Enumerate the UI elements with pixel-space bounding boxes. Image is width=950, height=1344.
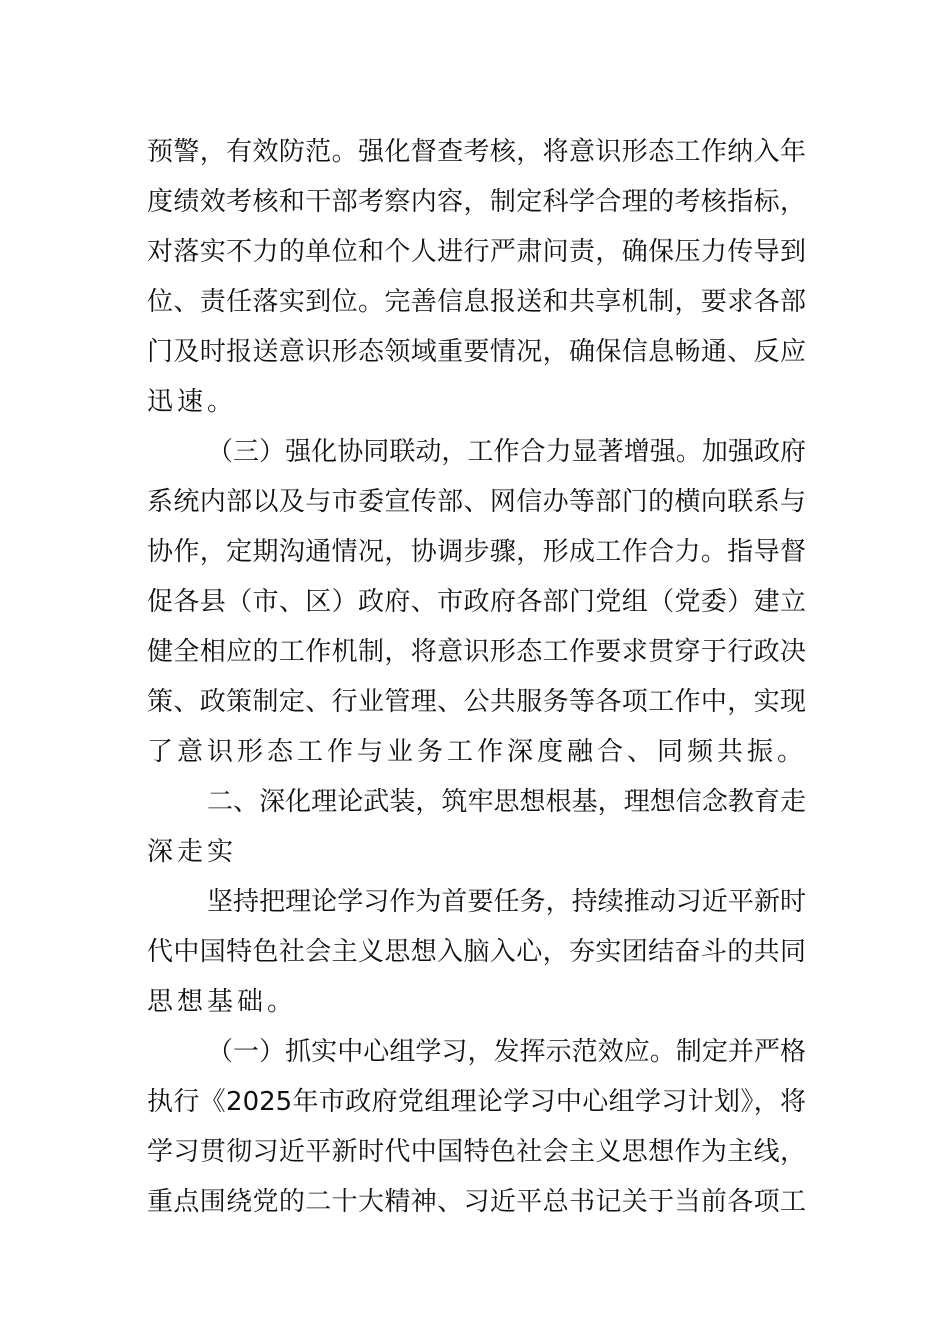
text-line: 思想基础。 xyxy=(147,987,298,1017)
text-line: 了意识形态工作与业务工作深度融合、同频共振。 xyxy=(147,737,808,767)
text-line: 系统内部以及与市委宣传部、网信办等部门的横向联系与 xyxy=(147,487,806,517)
text-line: 度绩效考核和干部考察内容，制定科学合理的考核指标， xyxy=(147,187,806,217)
document-page xyxy=(147,127,806,1227)
text-line: 二、深化理论武装，筑牢思想根基，理想信念教育走 xyxy=(207,787,806,817)
paragraph xyxy=(147,1027,806,1227)
text-line: 预警，有效防范。强化督查考核，将意识形态工作纳入年 xyxy=(147,137,806,167)
text-line: 门及时报送意识形态领域重要情况，确保信息畅通、反应 xyxy=(147,337,806,367)
text-line: 促各县（市、区）政府、市政府各部门党组（党委）建立 xyxy=(147,587,806,617)
text-line: 位、责任落实到位。完善信息报送和共享机制，要求各部 xyxy=(147,287,806,317)
text-line: 协作，定期沟通情况，协调步骤，形成工作合力。指导督 xyxy=(147,537,806,567)
paragraph xyxy=(147,127,806,427)
paragraph xyxy=(147,427,806,777)
text-line: 学习贯彻习近平新时代中国特色社会主义思想作为主线， xyxy=(147,1137,806,1167)
text-line: 代中国特色社会主义思想入脑入心，夯实团结奋斗的共同 xyxy=(147,937,806,967)
text-line: 深走实 xyxy=(147,837,238,867)
text-line: （一）抓实中心组学习，发挥示范效应。制定并严格 xyxy=(207,1037,806,1067)
text-line: 重点围绕党的二十大精神、习近平总书记关于当前各项工 xyxy=(147,1187,806,1217)
text-line: 迅速。 xyxy=(147,387,238,417)
paragraph xyxy=(147,877,806,1027)
text-line: 对落实不力的单位和个人进行严肃问责，确保压力传导到 xyxy=(147,237,806,267)
text-line: （三）强化协同联动，工作合力显著增强。加强政府 xyxy=(207,437,806,467)
text-line: 坚持把理论学习作为首要任务，持续推动习近平新时 xyxy=(207,887,806,917)
paragraph xyxy=(147,777,806,877)
text-line: 执行《2025年市政府党组理论学习中心组学习计划》，将 xyxy=(147,1087,806,1117)
text-line: 策、政策制定、行业管理、公共服务等各项工作中，实现 xyxy=(147,687,806,717)
text-line: 健全相应的工作机制，将意识形态工作要求贯穿于行政决 xyxy=(147,637,806,667)
